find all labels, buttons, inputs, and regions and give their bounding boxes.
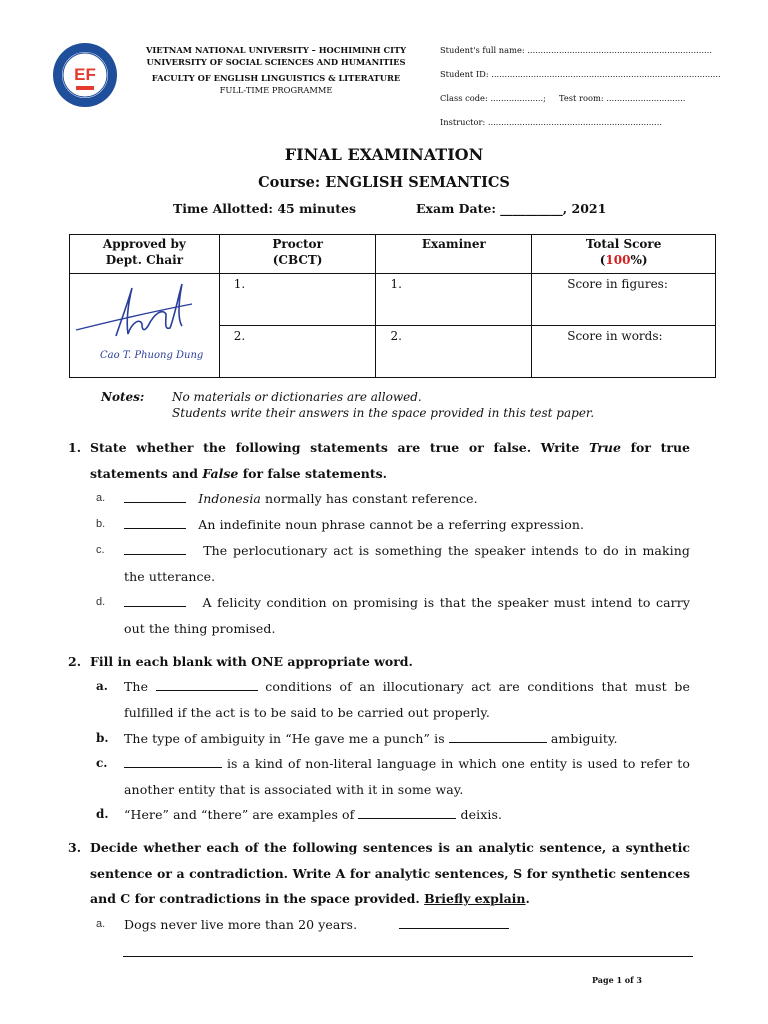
examiner-2[interactable]: 2.: [376, 326, 532, 378]
proctor-1[interactable]: 1.: [219, 274, 376, 326]
proctor-2[interactable]: 2.: [219, 326, 376, 378]
time-allotted: Time Allotted: 45 minutes: [173, 201, 356, 216]
q2-item-a: a. The conditions of an illocutionary act are conditions that must be fulfilled if the act is to be said to be carried out properly.: [96, 679, 690, 720]
course-title: Course: ENGLISH SEMANTICS: [258, 174, 510, 191]
score-in-words[interactable]: Score in words:: [532, 326, 716, 378]
institution-block: [140, 44, 412, 97]
header-examiner: Examiner: [376, 235, 532, 274]
score-in-figures[interactable]: Score in figures:: [532, 274, 716, 326]
signature-cell: [70, 274, 220, 378]
q2-item-c: c. is a kind of non-literal language in which one entity is used to refer to another entity that is associated with it in some way.: [96, 756, 690, 797]
q2-item-b: b. The type of ambiguity in “He gave me a punch” is ambiguity.: [96, 731, 618, 746]
answer-blank[interactable]: [124, 596, 186, 607]
class-code-field[interactable]: Class code: ....................;: [440, 93, 546, 103]
fill-blank[interactable]: [449, 732, 547, 743]
approval-table: [69, 234, 716, 378]
header-total-score: Total Score (100%): [532, 235, 716, 274]
answer-blank[interactable]: [124, 518, 186, 529]
institution-line-4: FULL-TIME PROGRAMME: [219, 85, 333, 96]
test-room-field[interactable]: Test room: ..............................: [559, 93, 686, 103]
q2-item-d: d. “Here” and “there” are examples of deixis.: [96, 807, 503, 822]
fill-blank[interactable]: [124, 757, 222, 768]
q1-item-a: a. Indonesia normally has constant reference.: [96, 491, 478, 506]
exam-date: Exam Date: __________, 2021: [416, 201, 607, 216]
fill-blank[interactable]: [358, 808, 456, 819]
institution-line-2: UNIVERSITY OF SOCIAL SCIENCES AND HUMANITIES: [146, 57, 406, 68]
q1-item-d: d. A felicity condition on promising is that the speaker must intend to carry out the thing promised.: [96, 595, 690, 636]
notes-line-2: Students write their answers in the space provided in this test paper.: [172, 406, 595, 420]
question-3: 3. Decide whether each of the following sentences is an analytic sentence, a synthetic sentence or a contradiction. Write A for analytic sentences, S for synthetic sentences and C for contradictions in the space provided. Briefly explain.: [68, 840, 690, 906]
notes-line-1: No materials or dictionaries are allowed.: [172, 390, 422, 404]
page-number: Page 1 of 3: [592, 975, 642, 985]
q3-item-a: a. Dogs never live more than 20 years.: [96, 912, 690, 938]
exam-title: FINAL EXAMINATION: [284, 145, 484, 164]
header-proctor: Proctor (CBCT): [219, 235, 376, 274]
university-logo: [52, 42, 118, 108]
student-name-field[interactable]: Student's full name: ......................................................................: [440, 45, 712, 55]
notes-label: Notes:: [101, 390, 145, 404]
signature-image: [70, 274, 220, 370]
score-percent: 100: [605, 253, 631, 267]
answer-blank[interactable]: [124, 544, 186, 555]
institution-line-1: VIETNAM NATIONAL UNIVERSITY – HOCHIMINH CITY: [145, 45, 407, 55]
institution-line-3: FACULTY OF ENGLISH LINGUISTICS & LITERATURE: [151, 72, 401, 83]
student-id-field[interactable]: Student ID: .......................................................................................: [440, 69, 721, 79]
signature-name: Cao T. Phuong Dung: [100, 350, 204, 361]
question-2: 2. Fill in each blank with ONE appropriate word.: [68, 654, 413, 669]
q1-item-b: b. An indefinite noun phrase cannot be a referring expression.: [96, 517, 585, 532]
q1-item-c: c. The perlocutionary act is something the speaker intends to do in making the utterance.: [96, 543, 690, 584]
logo-lettering: EF: [74, 65, 96, 84]
question-1: 1. State whether the following statements are true or false. Write True for true statements and False for false statements.: [68, 440, 690, 481]
answer-blank[interactable]: [124, 492, 186, 503]
fill-blank[interactable]: [156, 680, 258, 691]
instructor-field[interactable]: Instructor: ..................................................................: [440, 117, 662, 127]
answer-blank[interactable]: [399, 918, 509, 929]
explanation-line[interactable]: [123, 956, 693, 957]
header-dept-chair: Approved by Dept. Chair: [70, 235, 220, 274]
examiner-1[interactable]: 1.: [376, 274, 532, 326]
